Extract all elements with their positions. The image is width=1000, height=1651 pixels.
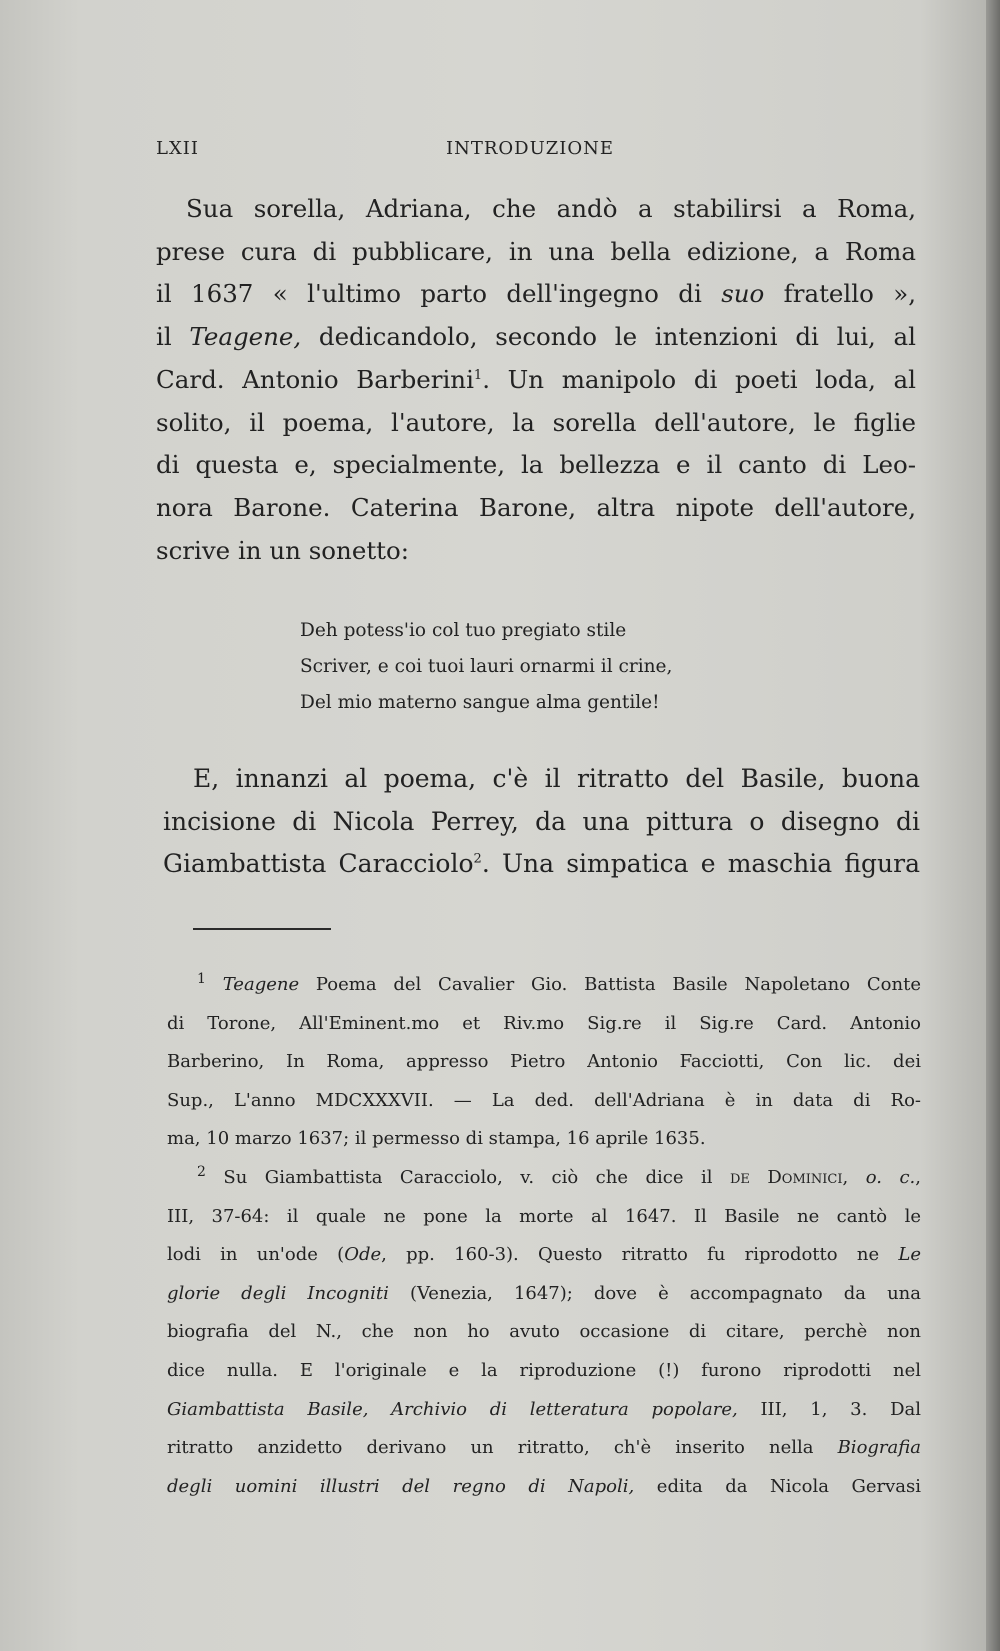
footnote-1-line: Sup., L'anno MDCXXXVII. — La ded. dell'Adriana è in data di Ro-: [167, 1089, 921, 1111]
footnote-ref-2: 2: [473, 851, 482, 867]
footnote-2-line: III, 37-64: il quale ne pone la morte al 1647. Il Basile ne cantò le: [167, 1205, 921, 1227]
text-line: il 1637 « l'ultimo parto dell'ingegno di suo fratello »,: [156, 279, 916, 309]
footnote-2-line: Giambattista Basile, Archivio di letteratura popolare, III, 1, 3. Dal: [167, 1398, 921, 1420]
footnote-2-line: $^2$ Su Giambattista Caracciolo, v. ciò che dice il de Dominici, o. c.,: [197, 1163, 921, 1188]
footnote-2-line: degli uomini illustri del regno di Napoli, edita da Nicola Gervasi: [167, 1475, 921, 1497]
footnote-1-line: di Torone, All'Eminent.mo et Riv.mo Sig.re il Sig.re Card. Antonio: [167, 1012, 921, 1034]
text-line: E, innanzi al poema, c'è il ritratto del Basile, buona: [193, 764, 920, 793]
footnote-1-line: ma, 10 marzo 1637; il permesso di stampa, 16 aprile 1635.: [167, 1128, 706, 1150]
footnotes: [167, 966, 921, 1506]
text-line: Card. Antonio Barberini$^1$. Un manipolo di poeti loda, al: [156, 364, 916, 394]
text-line: prese cura di pubblicare, in una bella edizione, a Roma: [156, 236, 916, 266]
poem-verse: Scriver, e coi tuoi lauri ornarmi il crine,: [300, 656, 673, 677]
footnote-1-line: Barberino, In Roma, appresso Pietro Antonio Facciotti, Con lic. dei: [167, 1051, 921, 1073]
text-line: Giambattista Caracciolo$^2$. Una simpatica e maschia figura: [163, 849, 920, 878]
footnote-2-line: ritratto anzidetto derivano un ritratto, ch'è inserito nella Biografia: [167, 1437, 921, 1459]
paragraph-1: [156, 188, 916, 572]
poem-verse: Deh potess'io col tuo pregiato stile: [300, 620, 627, 641]
footnote-mark-2: 2: [197, 1163, 206, 1180]
page-number: LXII: [156, 138, 199, 159]
text-line: incisione di Nicola Perrey, da una pittura o disegno di: [163, 806, 920, 836]
footnote-2-line: glorie degli Incogniti (Venezia, 1647); dove è accompagnato da una: [167, 1282, 921, 1304]
footnote-mark-1: 1: [197, 971, 206, 987]
running-title: INTRODUZIONE: [446, 138, 615, 159]
text-line: il Teagene, dedicandolo, secondo le intenzioni di lui, al: [156, 322, 916, 352]
footnote-2-line: biografia del N., che non ho avuto occasione di citare, perchè non: [167, 1321, 921, 1343]
footnote-1-line: $^1$ Teagene Poema del Cavalier Gio. Battista Basile Napoletano Conte: [197, 971, 921, 995]
footnote-ref-1: 1: [473, 367, 483, 383]
text-line: nora Barone. Caterina Barone, altra nipote dell'autore,: [156, 492, 916, 522]
page-edge-shadow: [986, 0, 1000, 1651]
footnote-2-line: lodi in un'ode (Ode, pp. 160-3). Questo ritratto fu riprodotto ne Le: [167, 1244, 921, 1266]
footnote-separator: [193, 928, 331, 930]
paragraph-2: [163, 758, 920, 886]
poem-verse: Del mio materno sangue alma gentile!: [300, 692, 660, 713]
text-line: scrive in un sonetto:: [156, 535, 410, 565]
sonnet-quote: [300, 613, 770, 721]
text-line: solito, il poema, l'autore, la sorella dell'autore, le figlie: [156, 407, 916, 437]
text-line: Sua sorella, Adriana, che andò a stabilirsi a Roma,: [186, 194, 916, 223]
text-line: di questa e, specialmente, la bellezza e il canto di Leo-: [156, 450, 916, 480]
footnote-2-line: dice nulla. E l'originale e la riproduzione (!) furono riprodotti nel: [167, 1359, 921, 1381]
